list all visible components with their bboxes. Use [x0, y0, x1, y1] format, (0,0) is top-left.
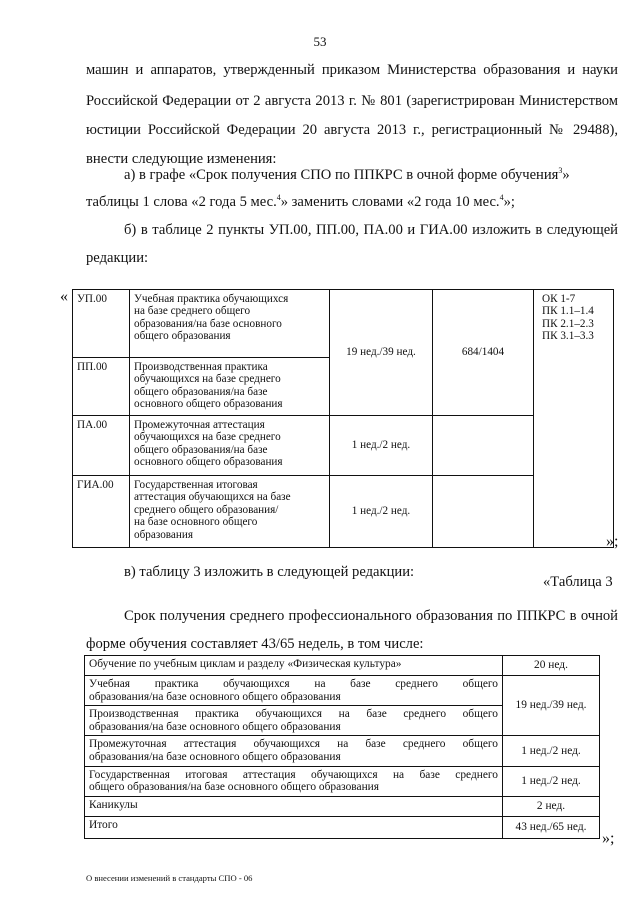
cell-line: общего образования/на базе	[134, 385, 268, 398]
row-value: 1 нед./2 нед.	[503, 736, 600, 766]
intro-line-3: юстиции Российской Федерации 20 августа 2013 г., регистрационный № 29488),	[86, 122, 618, 138]
cell-line: основного общего образования	[134, 398, 283, 411]
table3-close: »;	[602, 830, 615, 847]
item-a-text-1: а) в графе «Срок получения СПО по ППКРС в очной форме обучения	[124, 167, 559, 183]
table-row	[85, 816, 600, 838]
item-v: в) таблицу 3 изложить в следующей редакции:	[124, 564, 415, 580]
cell-line: Промежуточная аттестация	[134, 419, 265, 431]
term-paragraph-line-2: форме обучения составляет 43/65 недель, в том числе:	[86, 636, 424, 652]
table-row	[85, 656, 600, 676]
item-a-text-2a: таблицы 1 слова «2 года 5 мес.	[86, 194, 277, 210]
footnote-ref: 4	[276, 193, 281, 203]
cell-line: общего образования/на базе основного общего образования	[89, 781, 380, 794]
hours-cell: 684/1404	[433, 290, 534, 416]
footnote-ref: 3	[558, 166, 563, 176]
cell-line: Государственная итоговая	[134, 479, 258, 491]
code-cell: ПП.00	[73, 358, 130, 416]
table-row	[73, 290, 614, 358]
cell-line: Производственная практика обучающихся на базе среднего общего	[89, 708, 498, 721]
cell-line: основного общего образования	[134, 456, 283, 469]
term-paragraph-line-1: Срок получения среднего профессионального образования по ППКРС в очной	[124, 608, 618, 624]
duration-table	[84, 655, 600, 839]
competencies-cell	[534, 290, 614, 548]
table3-label: «Таблица 3	[543, 574, 613, 590]
cell-line: образования/на базе основного общего образования	[89, 720, 341, 733]
footer-note: О внесении изменений в стандарты СПО - 06	[86, 873, 253, 883]
footnote-ref: 4	[499, 193, 504, 203]
cell-line: обучающихся на базе среднего	[134, 431, 281, 444]
code-cell: ПА.00	[73, 416, 130, 476]
description-cell	[130, 290, 330, 358]
cell-line: на базе среднего общего	[134, 305, 251, 318]
quote-close: »;	[606, 533, 619, 550]
hours-cell	[433, 476, 534, 548]
row-label: Обучение по учебным циклам и разделу «Физическая культура»	[85, 656, 503, 676]
row-label	[85, 736, 503, 766]
cell-line: Учебная практика обучающихся на базе среднего общего	[89, 678, 498, 690]
cell-line: образования/на базе основного	[134, 317, 282, 330]
competency-code: ПК 3.1–3.3	[542, 330, 594, 343]
code-cell: УП.00	[73, 290, 130, 358]
quote-open: «	[60, 288, 68, 305]
description-cell	[130, 416, 330, 476]
cell-line: Промежуточная аттестация обучающихся на базе среднего общего	[89, 738, 498, 751]
row-value: 43 нед./65 нед.	[503, 816, 600, 838]
competency-code: ОК 1-7	[542, 293, 576, 305]
cell-line: Производственная практика	[134, 361, 268, 373]
intro-line-4: внести следующие изменения:	[86, 151, 277, 167]
weeks-cell: 19 нед./39 нед.	[330, 290, 433, 416]
cell-line: Государственная итоговая аттестация обучающихся на базе среднего	[89, 768, 498, 781]
cell-line: аттестация обучающихся на базе	[134, 491, 291, 504]
item-a-text-2b: » заменить словами «2 года 10 мес.	[280, 194, 500, 210]
row-value: 1 нед./2 нед.	[503, 766, 600, 796]
description-cell	[130, 358, 330, 416]
competency-code: ПК 2.1–2.3	[542, 317, 594, 330]
item-a-text-2c: »;	[503, 194, 515, 210]
table-row	[73, 416, 614, 476]
item-b-line-2: редакции:	[86, 250, 149, 266]
weeks-cell: 1 нед./2 нед.	[330, 476, 433, 548]
code-cell: ГИА.00	[73, 476, 130, 548]
table-row	[85, 796, 600, 816]
table-row	[85, 676, 600, 706]
row-label: Итого	[85, 816, 503, 838]
item-a-line-2	[86, 192, 515, 212]
hours-cell	[433, 416, 534, 476]
table-row	[85, 766, 600, 796]
intro-line-2: Российской Федерации от 2 августа 2013 г. № 801 (зарегистрирован Министерством	[86, 93, 618, 109]
item-b-line-1: б) в таблице 2 пункты УП.00, ПП.00, ПА.00 и ГИА.00 изложить в следующей	[124, 222, 618, 238]
competency-code: ПК 1.1–1.4	[542, 305, 594, 318]
item-a-quote-end: »	[562, 167, 570, 183]
row-value: 20 нед.	[503, 656, 600, 676]
cell-line: образования/на базе основного общего образования	[89, 750, 341, 763]
weeks-cell: 1 нед./2 нед.	[330, 416, 433, 476]
cell-line: общего образования/на базе	[134, 443, 268, 456]
cell-line: образования/на базе основного общего образования	[89, 690, 341, 703]
table-row	[73, 476, 614, 548]
cell-line: образования	[134, 528, 194, 541]
description-cell	[130, 476, 330, 548]
cell-line: обучающихся на базе среднего	[134, 373, 281, 386]
cell-line: Учебная практика обучающихся	[134, 293, 289, 305]
row-label	[85, 676, 503, 706]
row-label: Каникулы	[85, 796, 503, 816]
intro-line-1: машин и аппаратов, утвержденный приказом Министерства образования и науки	[86, 62, 618, 78]
cell-line: среднего общего образования/	[134, 503, 279, 516]
item-a-line-1	[124, 165, 618, 185]
table-row	[85, 736, 600, 766]
curriculum-table	[72, 289, 614, 548]
row-value: 2 нед.	[503, 796, 600, 816]
row-label	[85, 706, 503, 736]
row-value: 19 нед./39 нед.	[503, 676, 600, 736]
cell-line: на базе основного общего	[134, 516, 258, 529]
row-label	[85, 766, 503, 796]
page-number: 53	[313, 34, 327, 49]
cell-line: общего образования	[134, 330, 231, 343]
